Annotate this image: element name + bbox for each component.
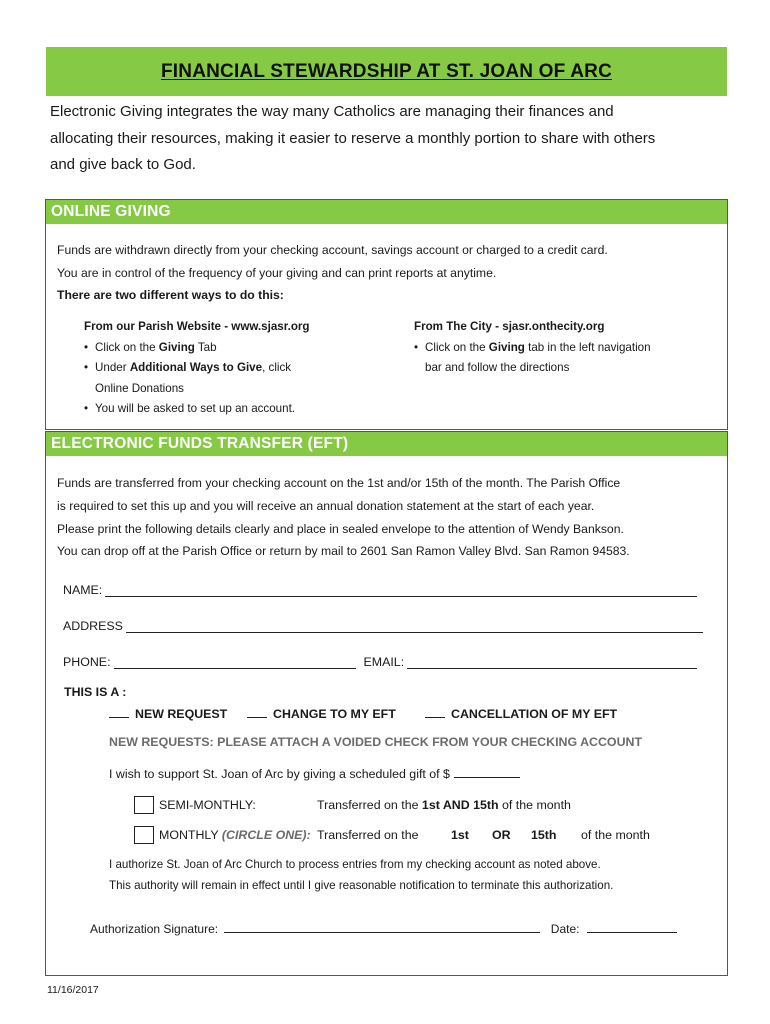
date-label: Date: bbox=[550, 922, 580, 936]
text-line: I authorize St. Joan of Arc Church to process entries from my checking account as noted above. bbox=[109, 858, 601, 871]
eft-section bbox=[45, 431, 728, 976]
text-line: is required to set this up and you will receive an annual donation statement at the start of each year. bbox=[57, 498, 595, 513]
voided-check-note: NEW REQUESTS: PLEASE ATTACH A VOIDED CHECK FROM YOUR CHECKING ACCOUNT bbox=[109, 735, 643, 749]
list-item: • Click on the Giving tab in the left navigation bbox=[414, 338, 714, 359]
list-item-continued: Online Donations bbox=[95, 381, 184, 395]
section-header bbox=[46, 432, 727, 456]
section-header bbox=[46, 200, 727, 224]
online-giving-section bbox=[45, 199, 728, 430]
name-label: NAME: bbox=[63, 583, 103, 597]
change-eft-blank[interactable] bbox=[247, 706, 267, 718]
list-item-continued: bar and follow the directions bbox=[425, 361, 570, 374]
footer-date: 11/16/2017 bbox=[47, 984, 99, 996]
signature-label: Authorization Signature: bbox=[90, 922, 219, 936]
change-eft-option[interactable]: CHANGE TO MY EFT bbox=[247, 706, 396, 721]
page-title: FINANCIAL STEWARDSHIP AT ST. JOAN OF ARC bbox=[160, 60, 612, 82]
intro-line: Electronic Giving integrates the way many Catholics are managing their finances and bbox=[50, 103, 614, 120]
title-banner bbox=[46, 47, 727, 96]
section-title: ONLINE GIVING bbox=[51, 203, 171, 220]
list-item: • You will be asked to set up an account. bbox=[84, 399, 364, 420]
new-request-blank[interactable] bbox=[109, 706, 129, 718]
name-field-row bbox=[63, 583, 703, 597]
section-title: ELECTRONIC FUNDS TRANSFER (EFT) bbox=[51, 435, 349, 452]
authorization-text bbox=[109, 855, 709, 896]
intro-line: and give back to God. bbox=[50, 156, 196, 173]
new-request-option[interactable]: NEW REQUEST bbox=[109, 706, 227, 721]
list-item: • Under Additional Ways to Give, click bbox=[84, 358, 364, 379]
list-item: • Click on the Giving Tab bbox=[84, 338, 364, 359]
ways-heading: There are two different ways to do this: bbox=[57, 288, 284, 302]
monthly-detail-text: Transferred on the bbox=[317, 828, 419, 842]
text-line bbox=[57, 284, 722, 307]
parish-website-column bbox=[84, 317, 364, 420]
intro-paragraph bbox=[50, 99, 730, 179]
email-field[interactable] bbox=[407, 655, 697, 669]
monthly-post-text: of the month bbox=[581, 828, 650, 842]
text-line: You are in control of the frequency of your giving and can print reports at anytime. bbox=[57, 265, 497, 280]
monthly-checkbox[interactable] bbox=[134, 826, 154, 844]
signature-field[interactable] bbox=[224, 921, 540, 933]
phone-field[interactable] bbox=[114, 655, 356, 669]
gift-amount-label: I wish to support St. Joan of Arc by giving a scheduled gift of $ bbox=[109, 767, 450, 781]
monthly-label: MONTHLY (CIRCLE ONE): bbox=[159, 828, 311, 842]
request-type-label: THIS IS A : bbox=[64, 685, 127, 699]
cancellation-option[interactable]: CANCELLATION OF MY EFT bbox=[425, 706, 617, 721]
cancellation-blank[interactable] bbox=[425, 706, 445, 718]
text-line: Funds are withdrawn directly from your checking account, savings account or charged to a credit card. bbox=[57, 243, 608, 257]
address-field-row bbox=[63, 619, 703, 633]
phone-label: PHONE: bbox=[63, 655, 111, 669]
online-description bbox=[57, 239, 722, 307]
text-line: You can drop off at the Parish Office or return by mail to 2601 San Ramon Valley Blvd. San Ramon 94583. bbox=[57, 544, 630, 559]
text-line: Funds are transferred from your checking account on the 1st and/or 15th of the month. The Parish Office bbox=[57, 476, 621, 490]
monthly-15th-option[interactable]: 15th bbox=[531, 828, 557, 842]
semi-monthly-row bbox=[134, 796, 714, 814]
semi-monthly-checkbox[interactable] bbox=[134, 796, 154, 814]
signature-row bbox=[90, 921, 710, 936]
text-line: This authority will remain in effect until I give reasonable notification to terminate this authorization. bbox=[109, 878, 614, 892]
monthly-or-text: OR bbox=[492, 828, 511, 842]
column-title: From our Parish Website - www.sjasr.org bbox=[84, 320, 310, 333]
semi-monthly-label: SEMI-MONTHLY: bbox=[159, 798, 256, 812]
gift-amount-field[interactable] bbox=[454, 766, 520, 778]
address-field[interactable] bbox=[126, 619, 703, 633]
text-line: Please print the following details clearly and place in sealed envelope to the attention of Wendy Bankson. bbox=[57, 521, 624, 536]
name-field[interactable] bbox=[105, 583, 697, 597]
monthly-1st-option[interactable]: 1st bbox=[451, 828, 469, 842]
the-city-column bbox=[414, 317, 714, 379]
intro-line: allocating their resources, making it easier to reserve a monthly portion to share with others bbox=[50, 129, 656, 147]
semi-monthly-detail: Transferred on the 1st AND 15th of the month bbox=[317, 798, 571, 812]
column-title: From The City - sjasr.onthecity.org bbox=[414, 320, 605, 333]
email-label: EMAIL: bbox=[363, 655, 405, 669]
date-field[interactable] bbox=[587, 921, 677, 933]
monthly-row bbox=[134, 826, 714, 844]
gift-amount-row bbox=[109, 766, 520, 781]
address-label: ADDRESS bbox=[63, 619, 123, 633]
eft-description bbox=[57, 472, 722, 563]
phone-email-row bbox=[63, 655, 703, 669]
